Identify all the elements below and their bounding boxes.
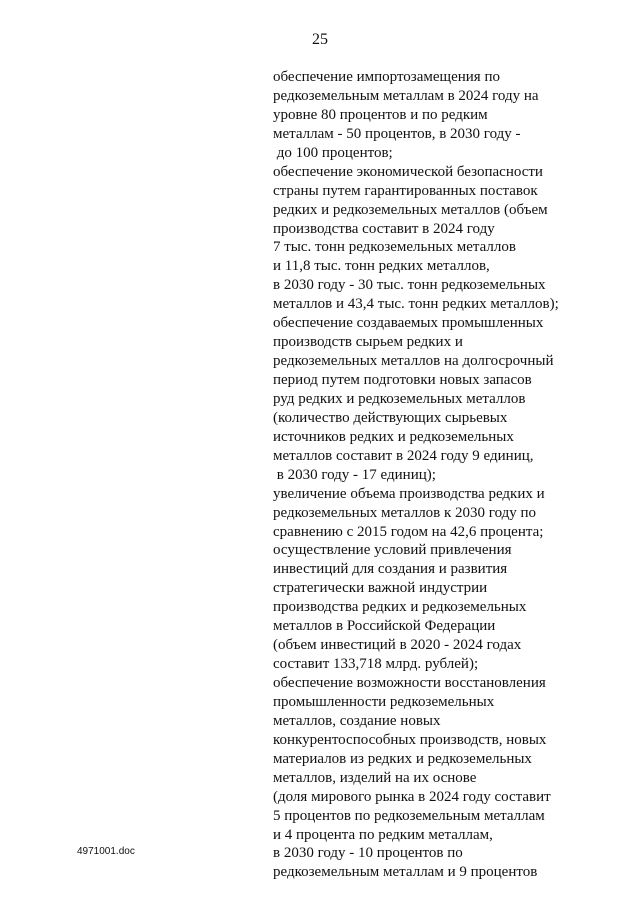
text-line: металлов составит в 2024 году 9 единиц, (273, 447, 534, 464)
text-line: металлов, изделий на их основе (273, 769, 477, 786)
text-line: редкоземельным металлам в 2024 году на (273, 87, 539, 104)
text-line: 7 тыс. тонн редкоземельных металлов (273, 239, 516, 256)
text-line: обеспечение импортозамещения по (273, 69, 500, 85)
text-line: металлам - 50 процентов, в 2030 году - (273, 125, 521, 142)
text-line: производства составит в 2024 году (273, 220, 495, 237)
text-line: в 2030 году - 30 тыс. тонн редкоземельных (273, 277, 546, 294)
text-line: страны путем гарантированных поставок (273, 182, 538, 199)
text-line: металлов в Российской Федерации (273, 618, 496, 635)
text-line: уровне 80 процентов и по редким (273, 106, 488, 123)
text-line: металлов, создание новых (273, 712, 441, 729)
text-line: производства редких и редкоземельных (273, 599, 527, 616)
text-line: период путем подготовки новых запасов (273, 372, 532, 388)
text-line: в 2030 году - 10 процентов по (273, 845, 463, 862)
text-line: стратегически важной индустрии (273, 580, 488, 597)
text-line: (объем инвестиций в 2020 - 2024 годах (273, 637, 522, 654)
text-line: и 11,8 тыс. тонн редких металлов, (273, 258, 490, 275)
text-line: редкоземельным металлам и 9 процентов (273, 864, 538, 881)
text-line: производств сырьем редких и (273, 334, 463, 351)
text-line: увеличение объема производства редких и (273, 485, 545, 502)
document-filename-footer: 4971001.doc (77, 846, 135, 857)
text-line: обеспечение экономической безопасности (273, 163, 543, 180)
text-line: сравнению с 2015 годом на 42,6 процента; (273, 523, 544, 540)
text-line: редкоземельных металлов к 2030 году по (273, 504, 537, 521)
text-line: промышленности редкоземельных (273, 693, 495, 710)
text-line: (доля мирового рынка в 2024 году составит (273, 788, 551, 805)
text-line: редких и редкоземельных металлов (объем (273, 201, 548, 218)
text-line: инвестиций для создания и развития (273, 561, 508, 578)
text-line: руд редких и редкоземельных металлов (273, 390, 526, 407)
page-number: 25 (312, 31, 328, 48)
text-line: редкоземельных металлов на долгосрочный (273, 353, 554, 370)
text-line: материалов из редких и редкоземельных (273, 750, 532, 767)
text-line: источников редких и редкоземельных (273, 428, 514, 445)
text-line: 5 процентов по редкоземельным металлам (273, 807, 545, 824)
text-line: в 2030 году - 17 единиц); (273, 466, 436, 483)
text-line: (количество действующих сырьевых (273, 409, 508, 426)
text-line: составит 133,718 млрд. рублей); (273, 656, 479, 673)
text-line: до 100 процентов; (273, 144, 393, 161)
text-line: металлов и 43,4 тыс. тонн редких металлов); (273, 296, 559, 313)
text-line: конкурентоспособных производств, новых (273, 731, 547, 748)
text-line: и 4 процента по редким металлам, (273, 826, 493, 843)
document-body (273, 68, 593, 882)
text-line: осуществление условий привлечения (273, 542, 512, 559)
text-line: обеспечение создаваемых промышленных (273, 315, 544, 332)
text-line: обеспечение возможности восстановления (273, 675, 546, 691)
